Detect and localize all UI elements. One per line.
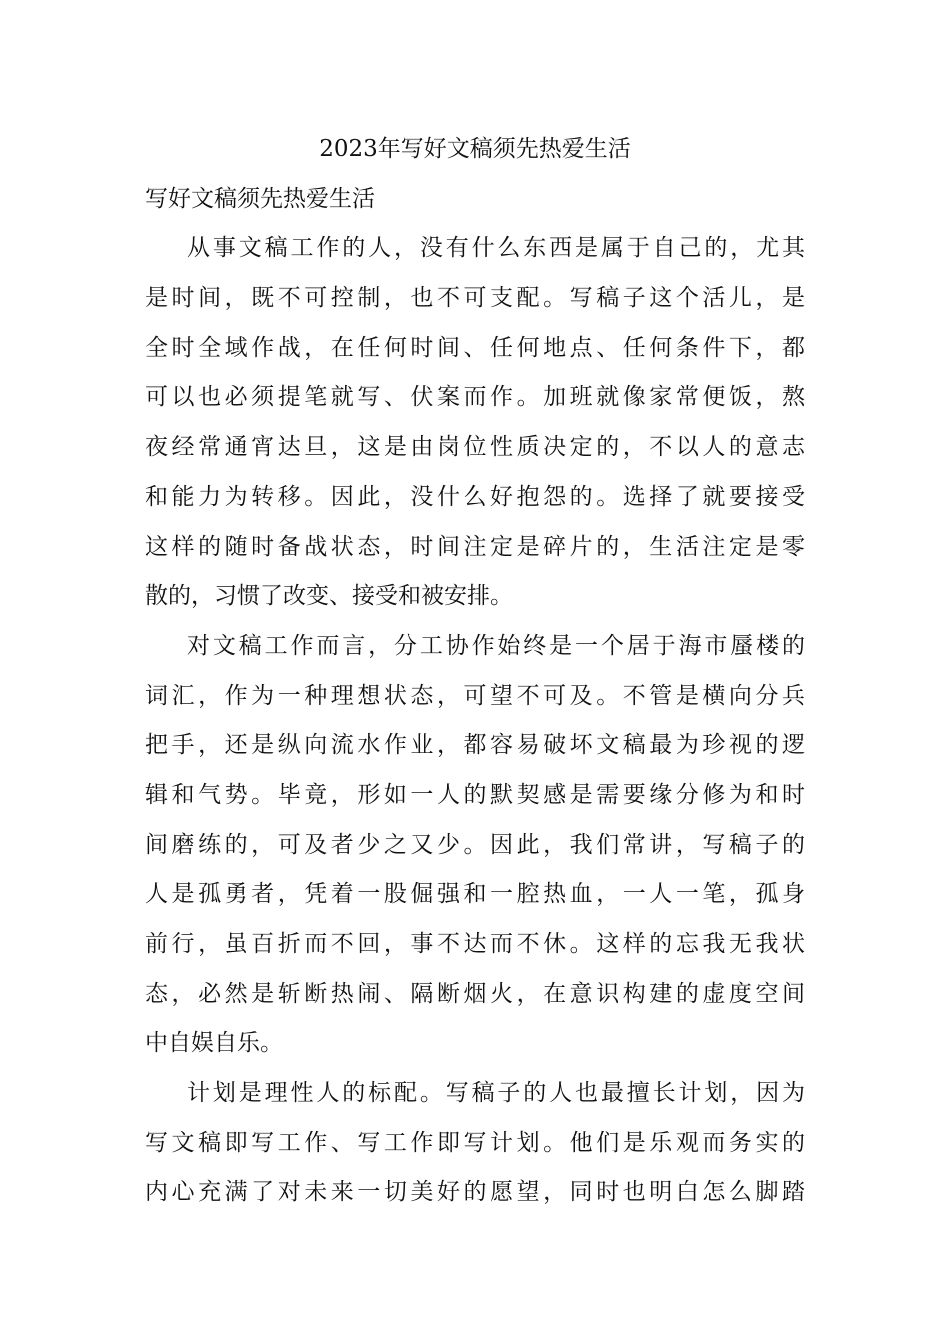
- text-line: 是时间，既不可控制，也不可支配。写稿子这个活儿，是: [145, 285, 805, 312]
- text-line: 可以也必须提笔就写、伏案而作。加班就像家常便饭，熬: [145, 384, 805, 411]
- document-title: 2023年写好文稿须先热爱生活: [319, 136, 631, 162]
- text-line: 辑和气势。毕竟，形如一人的默契感是需要缘分修为和时: [145, 781, 805, 808]
- document-page: [145, 125, 805, 1218]
- paragraph: [145, 622, 805, 1069]
- text-line: 人是孤勇者，凭着一股倔强和一腔热血，一人一笔，孤身: [145, 881, 805, 908]
- text-line: 计划是理性人的标配。写稿子的人也最擅长计划，因为: [187, 1080, 805, 1107]
- text-line: 和能力为转移。因此，没什么好抱怨的。选择了就要接受: [145, 483, 805, 510]
- text-line: 词汇，作为一种理想状态，可望不可及。不管是横向分兵: [145, 682, 805, 709]
- text-line: 夜经常通宵达旦，这是由岗位性质决定的，不以人的意志: [145, 434, 805, 461]
- paragraph: [145, 1069, 805, 1218]
- document-subtitle: 写好文稿须先热爱生活: [145, 185, 375, 212]
- text-line: 中自娱自乐。: [145, 1030, 283, 1057]
- text-line: 散的，习惯了改变、接受和被安排。: [145, 583, 513, 610]
- text-line: 写文稿即写工作、写工作即写计划。他们是乐观而务实的: [145, 1129, 805, 1156]
- text-line: 这样的随时备战状态，时间注定是碎片的，生活注定是零: [145, 533, 805, 560]
- text-line: 内心充满了对未来一切美好的愿望，同时也明白怎么脚踏: [145, 1179, 805, 1206]
- text-line: 对文稿工作而言，分工协作始终是一个居于海市蜃楼的: [187, 632, 805, 659]
- text-line: 全时全域作战，在任何时间、任何地点、任何条件下，都: [145, 334, 805, 361]
- text-line: 间磨练的，可及者少之又少。因此，我们常讲，写稿子的: [145, 831, 805, 858]
- document-body: [145, 224, 805, 1218]
- text-line: 从事文稿工作的人，没有什么东西是属于自己的，尤其: [187, 235, 805, 262]
- paragraph: [145, 224, 805, 622]
- text-line: 前行，虽百折而不回，事不达而不休。这样的忘我无我状: [145, 931, 805, 957]
- text-line: 态，必然是斩断热闹、隔断烟火，在意识构建的虚度空间: [145, 980, 805, 1007]
- text-line: 把手，还是纵向流水作业，都容易破坏文稿最为珍视的逻: [145, 732, 805, 759]
